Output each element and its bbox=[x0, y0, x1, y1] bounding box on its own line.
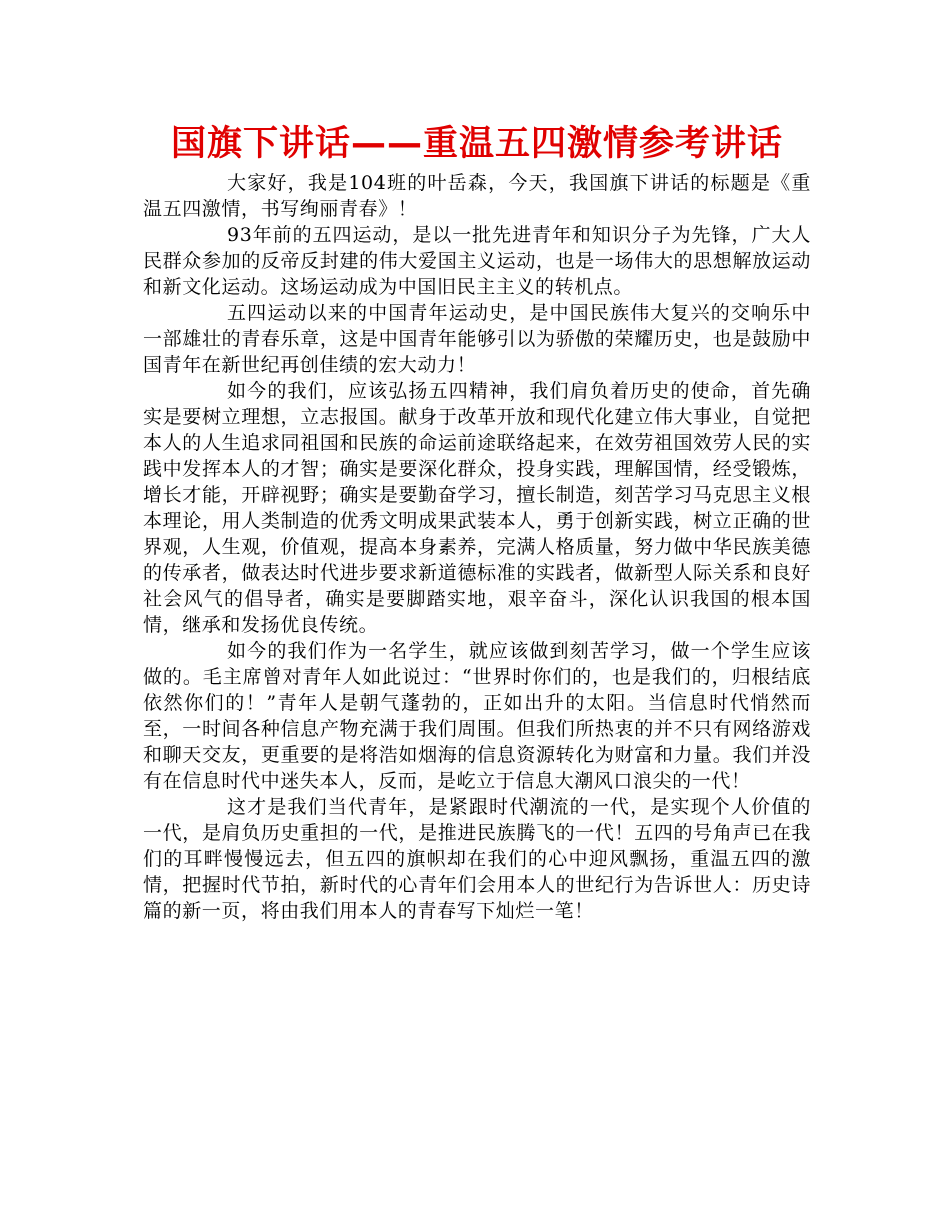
paragraph-greeting: 大家好，我是104班的叶岳森，今天，我国旗下讲话的标题是《重温五四激情，书写绚丽青春》！ bbox=[143, 172, 811, 220]
paragraph-conclusion: 这才是我们当代青年，是紧跟时代潮流的一代，是实现个人价值的一代，是肩负历史重担的一代，是推进民族腾飞的一代！五四的号角声已在我们的耳畔慢慢远去，但五四的旗帜却在我们的心中迎风飘扬，重温五四的激情，把握时代节拍，新时代的心青年们会用本人的世纪行为告诉世人：历史诗篇的新一页，将由我们用本人的青春写下灿烂一笔！ bbox=[143, 796, 811, 922]
document-title: 国旗下讲话——重温五四激情参考讲话 bbox=[170, 124, 783, 164]
paragraph-may-fourth-history: 93年前的五四运动，是以一批先进青年和知识分子为先锋，广大人民群众参加的反帝反封建的伟大爱国主义运动，也是一场伟大的思想解放运动和新文化运动。这场运动成为中国旧民主主义的转机点。 bbox=[143, 224, 811, 298]
paragraph-youth-movement: 五四运动以来的中国青年运动史，是中国民族伟大复兴的交响乐中一部雄壮的青春乐章，这是中国青年能够引以为骄傲的荣耀历史，也是鼓励中国青年在新世纪再创佳绩的宏大动力！ bbox=[143, 302, 811, 376]
document-page bbox=[143, 118, 811, 924]
paragraph-our-mission: 如今的我们，应该弘扬五四精神，我们肩负着历史的使命，首先确实是要树立理想，立志报国。献身于改革开放和现代化建立伟大事业，自觉把本人的人生追求同祖国和民族的命运前途联络起来，在效劳祖国效劳人民的实践中发挥本人的才智；确实是要深化群众，投身实践，理解国情，经受锻炼，增长才能，开辟视野；确实是要勤奋学习，擅长制造，刻苦学习马克思主义根本理论，用人类制造的优秀文明成果武装本人，勇于创新实践，树立正确的世界观，人生观，价值观，提高本身素养，完满人格质量，努力做中华民族美德的传承者，做表达时代进步要求新道德标准的实践者，做新型人际关系和良好社会风气的倡导者，确实是要脚踏实地，艰辛奋斗，深化认识我国的根本国情，继承和发扬优良传统。 bbox=[143, 380, 811, 636]
paragraph-as-students: 如今的我们作为一名学生，就应该做到刻苦学习，做一个学生应该做的。毛主席曾对青年人如此说过：“世界时你们的，也是我们的，归根结底依然你们的！”青年人是朝气蓬勃的，正如出升的太阳。当信息时代悄然而至，一时间各种信息产物充满于我们周围。但我们所热衷的并不只有网络游戏和聊天交友，更重要的是将浩如烟海的信息资源转化为财富和力量。我们并没有在信息时代中迷失本人，反而，是屹立于信息大潮风口浪尖的一代！ bbox=[143, 640, 811, 792]
